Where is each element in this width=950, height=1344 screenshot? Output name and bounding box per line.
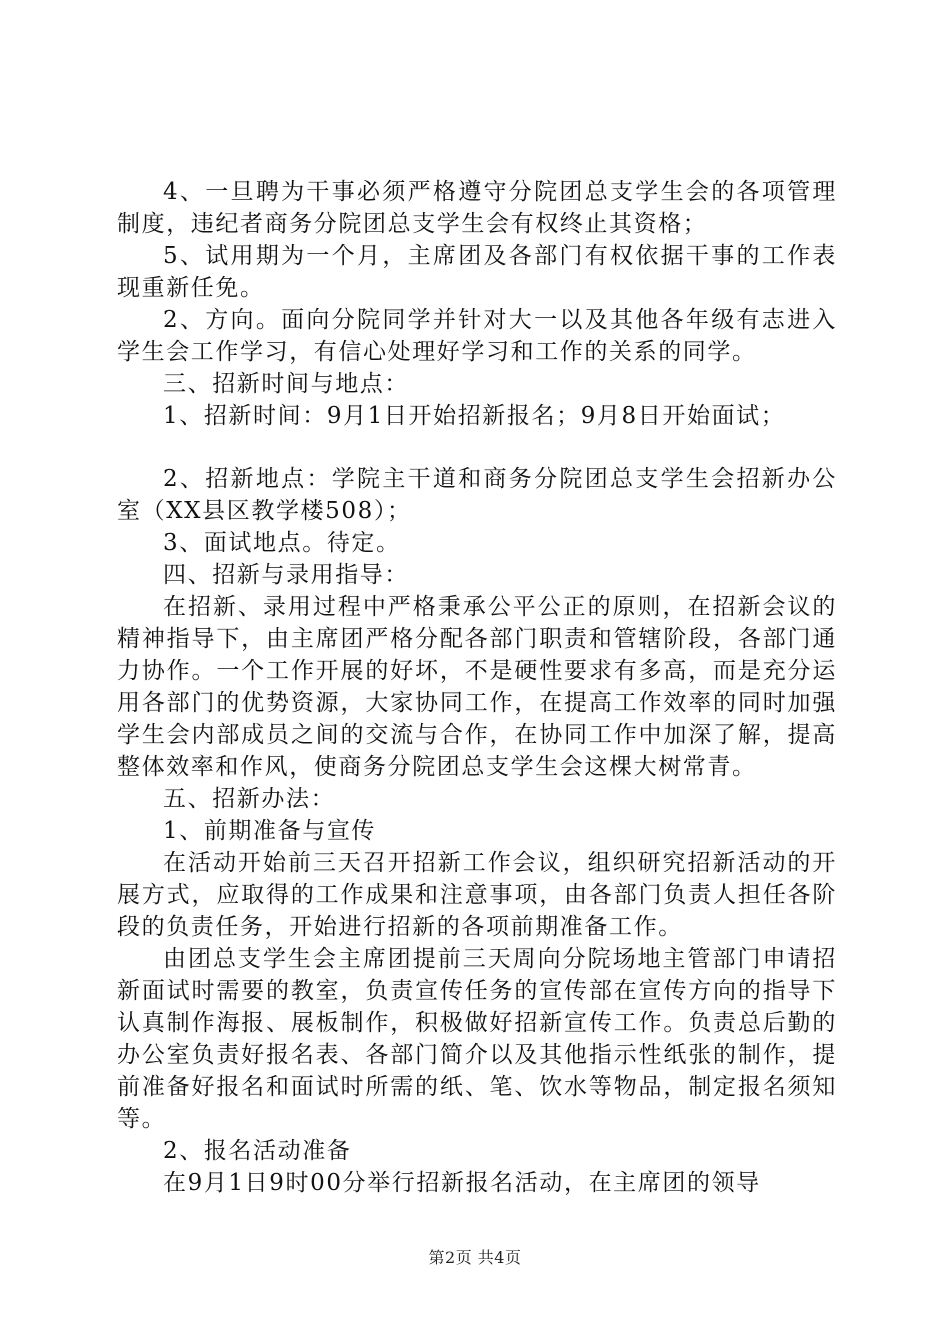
subheading-registration: 2、报名活动准备 [163, 1138, 352, 1164]
page-number-footer: 第2页 共4页 [428, 1248, 522, 1267]
paragraph-recruit-time: 1、招新时间：9月1日开始招新报名；9月8日开始面试； [163, 403, 786, 429]
paragraph-guidance: 在招新、录用过程中严格秉承公平公正的原则，在招新会议的精神指导下，由主席团严格分配各部门职责和管辖阶段，各部门通力协作。一个工作开展的好坏，不是硬性要求有多高，而是充分运用各部门的优势资源，大家协同工作，在提高工作效率的同时加强学生会内部成员之间的交流与合作，在协同工作中加深了解，提高整体效率和作风，使商务分院团总支学生会这棵大树常青。 [117, 594, 837, 780]
paragraph-direction: 2、方向。面向分院同学并针对大一以及其他各年级有志进入学生会工作学习，有信心处理好学习和工作的关系的同学。 [117, 307, 837, 365]
heading-time-place: 三、招新时间与地点： [163, 371, 409, 397]
paragraph-rule-5: 5、试用期为一个月，主席团及各部门有权依据干事的工作表现重新任免。 [117, 243, 837, 301]
paragraph-rule-4: 4、一旦聘为干事必须严格遵守分院团总支学生会的各项管理制度，违纪者商务分院团总支学生会有权终止其资格； [117, 179, 837, 237]
subheading-preparation: 1、前期准备与宣传 [163, 818, 377, 844]
paragraph-preparation-meeting: 在活动开始前三天召开招新工作会议，组织研究招新活动的开展方式，应取得的工作成果和注意事项，由各部门负责人担任各阶段的负责任务，开始进行招新的各项前期准备工作。 [117, 850, 837, 940]
paragraph-interview-place: 3、面试地点。待定。 [163, 530, 401, 556]
paragraph-recruit-place: 2、招新地点：学院主干道和商务分院团总支学生会招新办公室（XX县区教学楼508）； [117, 466, 837, 524]
document-body [117, 176, 837, 1199]
paragraph-registration: 在9月1日9时00分举行招新报名活动，在主席团的领导 [163, 1170, 761, 1196]
heading-guidance: 四、招新与录用指导： [163, 562, 409, 588]
paragraph-preparation-logistics: 由团总支学生会主席团提前三天周向分院场地主管部门申请招新面试时需要的教室，负责宣传任务的宣传部在宣传方向的指导下认真制作海报、展板制作，积极做好招新宣传工作。负责总后勤的办公室负责好报名表、各部门简介以及其他指示性纸张的制作，提前准备好报名和面试时所需的纸、笔、饮水等物品，制定报名须知等。 [117, 946, 837, 1132]
heading-methods: 五、招新办法： [163, 786, 336, 812]
